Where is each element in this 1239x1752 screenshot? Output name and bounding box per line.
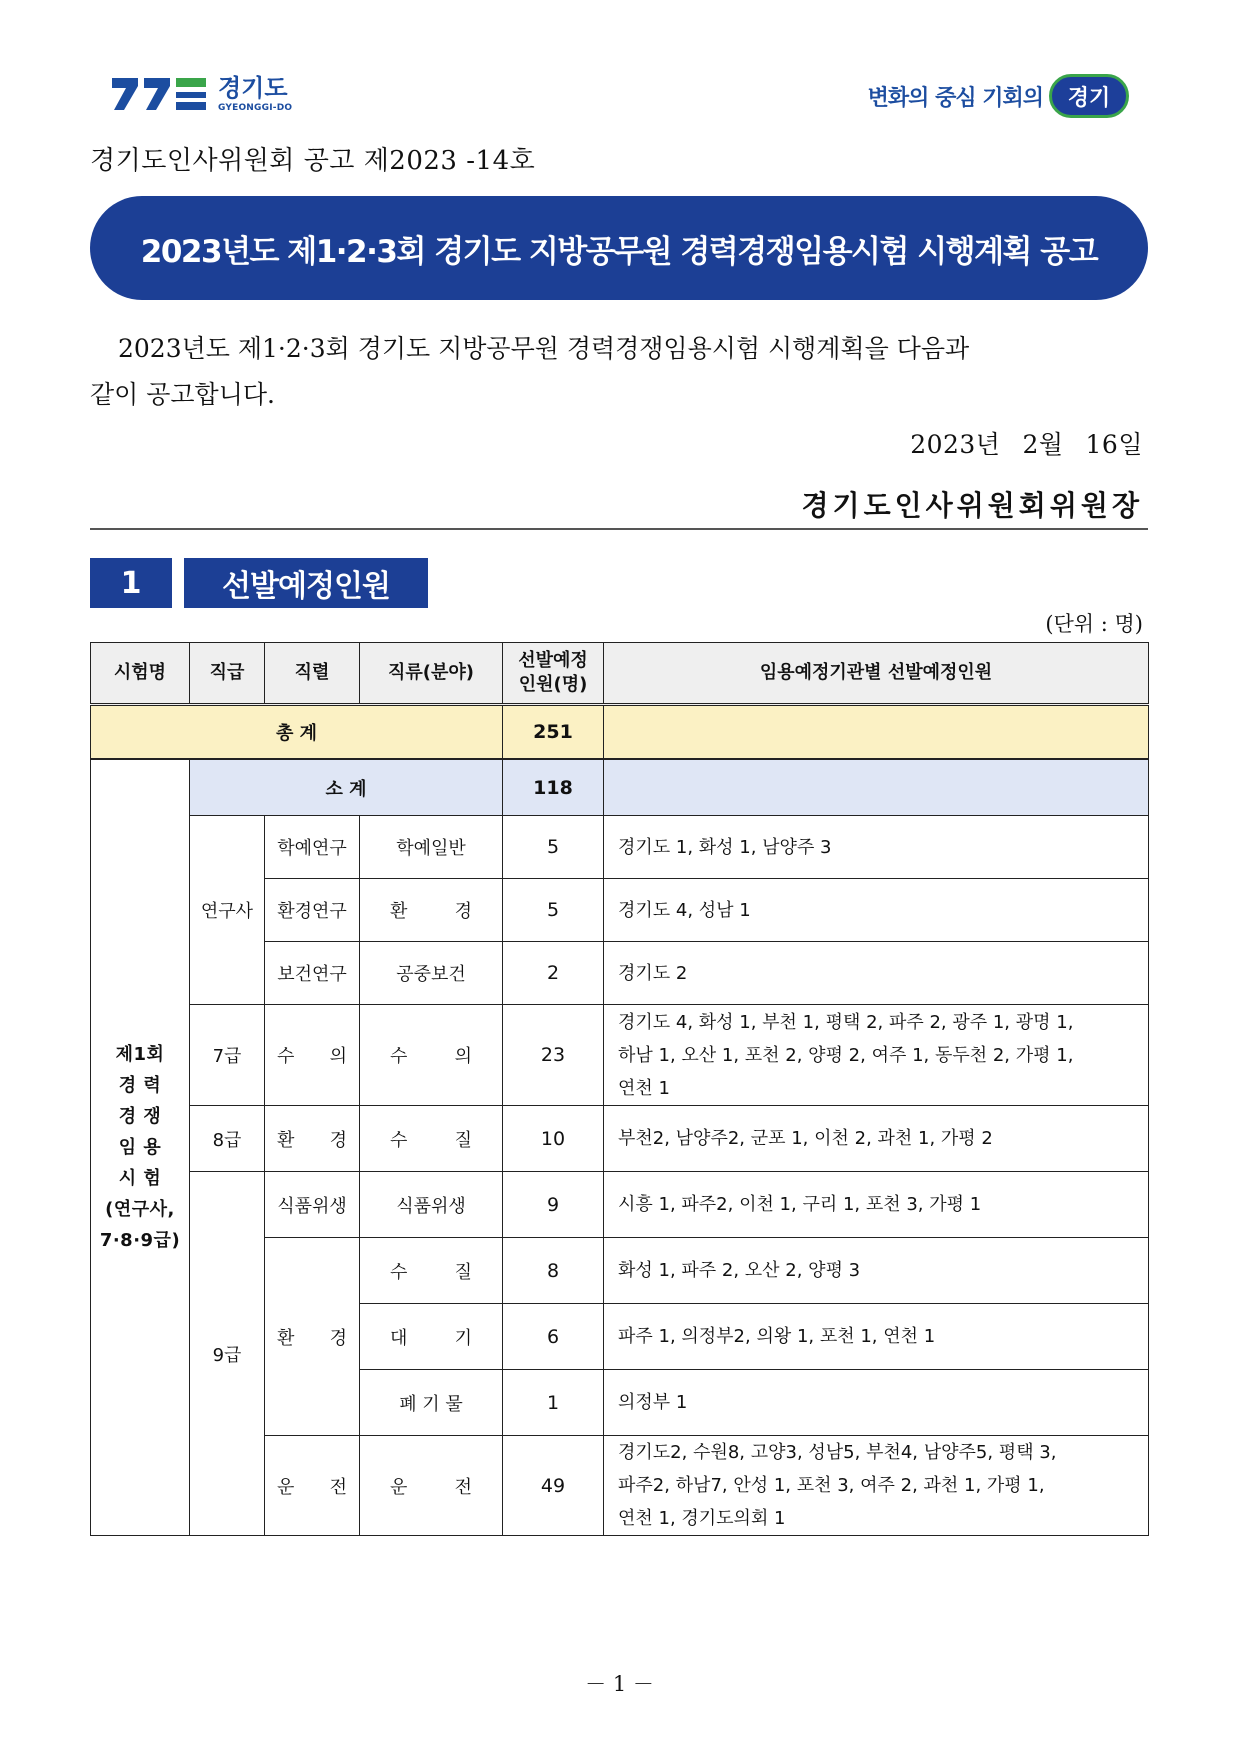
count-cell: 49 — [503, 1436, 604, 1536]
series-cell: 환 경 — [265, 1238, 360, 1436]
field-cell: 수 질 — [360, 1238, 503, 1304]
count-cell: 5 — [503, 816, 604, 879]
date-day: 16일 — [1085, 430, 1143, 459]
subtotal-value: 118 — [503, 759, 604, 816]
field-cell: 공중보건 — [360, 942, 503, 1005]
field-cell: 대 기 — [360, 1304, 503, 1370]
date-year: 2023년 — [910, 430, 1001, 459]
total-agencies — [604, 705, 1149, 760]
agencies-cell: 경기도2, 수원8, 고양3, 성남5, 부천4, 남양주5, 평택 3, 파주2, 하남7, 안성 1, 포천 3, 여주 2, 과천 1, 가평 1, 연천 1, 경기도의회 1 — [604, 1436, 1149, 1536]
logo-korean-text: 경기도 — [218, 73, 288, 102]
table-row — [91, 1005, 1149, 1106]
gyeonggi-logo-icon — [110, 74, 208, 114]
gyeonggi-logo — [110, 74, 292, 114]
notice-number: 경기도인사위원회 공고 제2023 -14호 — [90, 146, 536, 176]
section-number: 1 — [90, 558, 172, 608]
agencies-cell: 경기도 4, 화성 1, 부천 1, 평택 2, 파주 2, 광주 1, 광명 1, 하남 1, 오산 1, 포천 2, 양평 2, 여주 1, 동두천 2, 가평 1, 연천 1 — [604, 1005, 1149, 1106]
table-row — [91, 1106, 1149, 1172]
agencies-cell: 경기도 2 — [604, 942, 1149, 1005]
grade-cell: 연구사 — [190, 816, 265, 1005]
total-row — [91, 705, 1149, 760]
table-row — [91, 1172, 1149, 1238]
recruitment-table — [90, 642, 1149, 1536]
header-exam-name: 시험명 — [91, 643, 190, 705]
series-cell: 수 의 — [265, 1005, 360, 1106]
agencies-cell: 부천2, 남양주2, 군포 1, 이천 2, 과천 1, 가평 2 — [604, 1106, 1149, 1172]
grade-cell: 9급 — [190, 1172, 265, 1536]
field-cell: 식품위생 — [360, 1172, 503, 1238]
count-cell: 5 — [503, 879, 604, 942]
table-row — [91, 816, 1149, 879]
header-agencies: 임용예정기관별 선발예정인원 — [604, 643, 1149, 705]
grade-cell: 8급 — [190, 1106, 265, 1172]
series-cell: 환경연구 — [265, 879, 360, 942]
count-cell: 2 — [503, 942, 604, 1005]
agencies-cell: 경기도 4, 성남 1 — [604, 879, 1149, 942]
series-cell: 학예연구 — [265, 816, 360, 879]
series-cell: 식품위생 — [265, 1172, 360, 1238]
agencies-cell: 시흥 1, 파주2, 이천 1, 구리 1, 포천 3, 가평 1 — [604, 1172, 1149, 1238]
intro-line-2: 같이 공고합니다. — [90, 380, 275, 409]
table-header-row — [91, 643, 1149, 705]
header-grade: 직급 — [190, 643, 265, 705]
agencies-cell: 경기도 1, 화성 1, 남양주 3 — [604, 816, 1149, 879]
unit-label: (단위 : 명) — [1045, 612, 1143, 636]
intro-line-1: 2023년도 제1·2·3회 경기도 지방공무원 경력경쟁임용시험 시행계획을 다음과 — [118, 334, 970, 363]
field-cell: 환 경 — [360, 879, 503, 942]
field-cell: 폐 기 물 — [360, 1370, 503, 1436]
header-series: 직렬 — [265, 643, 360, 705]
agencies-cell: 화성 1, 파주 2, 오산 2, 양평 3 — [604, 1238, 1149, 1304]
count-cell: 8 — [503, 1238, 604, 1304]
document-title: 2023년도 제1·2·3회 경기도 지방공무원 경력경쟁임용시험 시행계획 공고 — [90, 196, 1148, 300]
intro-paragraph — [90, 326, 1148, 418]
agencies-cell: 의정부 1 — [604, 1370, 1149, 1436]
count-cell: 9 — [503, 1172, 604, 1238]
count-cell: 23 — [503, 1005, 604, 1106]
exam-name-cell: 제1회 경 력 경 쟁 임 용 시 험 (연구사, 7·8·9급) — [91, 759, 190, 1536]
signer: 경기도인사위원회위원장 — [801, 489, 1143, 522]
series-cell: 환 경 — [265, 1106, 360, 1172]
series-cell: 운 전 — [265, 1436, 360, 1536]
field-cell: 운 전 — [360, 1436, 503, 1536]
logo-english-text: GYEONGGI-DO — [218, 102, 293, 113]
date-month: 2월 — [1022, 430, 1064, 459]
notice-date — [910, 425, 1143, 461]
total-value: 251 — [503, 705, 604, 760]
count-cell: 1 — [503, 1370, 604, 1436]
agencies-cell: 파주 1, 의정부2, 의왕 1, 포천 1, 연천 1 — [604, 1304, 1149, 1370]
series-cell: 보건연구 — [265, 942, 360, 1005]
field-cell: 학예일반 — [360, 816, 503, 879]
total-label: 총 계 — [91, 705, 503, 760]
subtotal-row — [91, 759, 1149, 816]
field-cell: 수 의 — [360, 1005, 503, 1106]
subtotal-agencies — [604, 759, 1149, 816]
count-cell: 10 — [503, 1106, 604, 1172]
slogan-badge: 경기 — [1049, 74, 1129, 118]
signer-divider — [90, 528, 1148, 530]
slogan — [868, 74, 1129, 118]
field-cell: 수 질 — [360, 1106, 503, 1172]
slogan-text: 변화의 중심 기회의 — [867, 85, 1043, 111]
page-number: － 1 － — [585, 1672, 654, 1696]
count-cell: 6 — [503, 1304, 604, 1370]
subtotal-label: 소 계 — [190, 759, 503, 816]
section-title: 선발예정인원 — [184, 558, 428, 608]
header-count: 선발예정 인원(명) — [503, 643, 604, 705]
header-field: 직류(분야) — [360, 643, 503, 705]
grade-cell: 7급 — [190, 1005, 265, 1106]
